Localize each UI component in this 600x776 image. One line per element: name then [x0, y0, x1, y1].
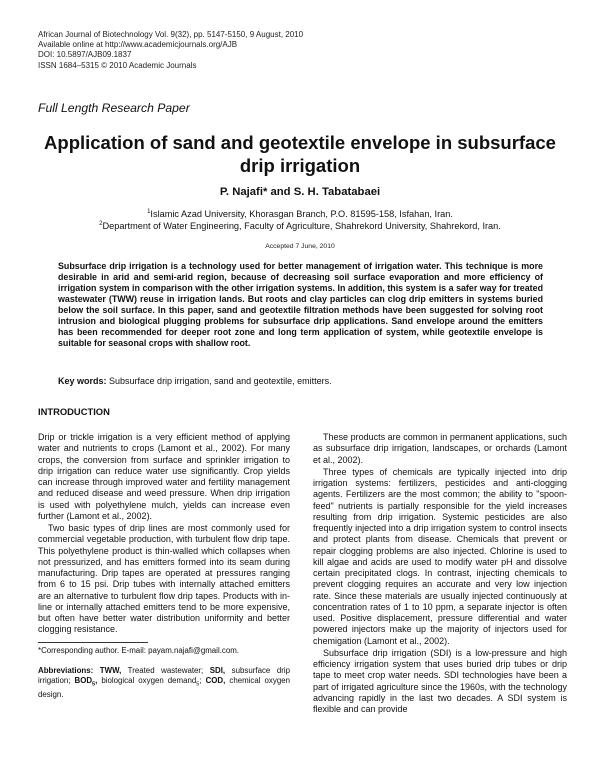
abbr-cod: COD,	[205, 675, 226, 685]
accepted-date: Accepted 7 June, 2010	[265, 243, 335, 250]
keywords-text: Subsurface drip irrigation, sand and geotextile, emitters.	[109, 376, 332, 386]
journal-url: Available online at http://www.academicjournals.org/AJB	[38, 40, 238, 50]
abbr-cod-text: chemical oxygen design.	[38, 675, 290, 700]
left-paragraph-2: Two basic types of drip lines are most commonly used for commercial vegetable production, with turbulent flow drip tape. This polyethylene product is thin-walled which collapses when not pressurized, and has emitters formed into its seam during manufacturing. Drip tapes are operated at pressures ranging from 6 to 15 psi. Drip tubes with internally attached emitters are an alternative to turbulent flow drip tapes. Products with in-line or internally attached emitters tend to be more expensive, but often have better water distribution uniformity and better clogging resistance.	[38, 523, 290, 635]
journal-doi: DOI: 10.5897/AJB09.1837	[38, 50, 132, 60]
right-column	[313, 432, 567, 715]
keywords	[58, 376, 543, 386]
keywords-label: Key words:	[58, 376, 107, 386]
footnote-divider	[38, 642, 148, 643]
abbr-sdi: SDI,	[209, 666, 226, 675]
right-paragraph-2: Three types of chemicals are typically injected into drip irrigation systems: fertilizers, pesticides and anti-clogging agents. Fertilizers are the most common; the ability to "spoon-feed" nutrients is partially responsible for the yield increases resulting from drip irrigation. Systemic pesticides are also frequently injected into a drip irrigation system to control insects and protect plants from disease. Chemicals that prevent or repair clogging problems are also injected. Chlorine is used to kill algae and acids are used to modify water pH and dissolve certain precipitated clogs. In contrast, injecting chemicals to prevent clogging requires an accurate and very low injection rate. Since these materials are usually injected continuously at concentration rates of 1 to 10 ppm, a separate injector is often used. Positive displacement, pressure differential and water powered injectors make up the majority of injectors used for chemigation (Lamont et al., 2002).	[313, 466, 567, 646]
corresponding-author-footnote: *Corresponding author. E-mail: payam.najafi@gmail.com.	[38, 646, 239, 655]
abbreviations	[38, 666, 290, 700]
paper-title: Application of sand and geotextile envelope in subsurface drip irrigation	[44, 132, 556, 176]
affiliation-2-number: 2	[99, 220, 103, 227]
journal-issn: ISSN 1684–5315 © 2010 Academic Journals	[38, 60, 197, 70]
right-paragraph-1: These products are common in permanent applications, such as subsurface drip irrigation, landscapes, or orchards (Lamont et al., 2002).	[313, 432, 567, 465]
abbr-bod: $BOD_5$,	[74, 675, 98, 688]
journal-citation: African Journal of Biotechnology Vol. 9(32), pp. 5147-5150, 9 August, 2010	[38, 30, 304, 39]
abbr-tww: TWW,	[99, 666, 122, 675]
affiliation-2	[40, 221, 560, 232]
right-paragraph-3: Subsurface drip irrigation (SDI) is a low-pressure and high efficiency irrigation system that uses buried drip tubes or drip tape to meet crop water needs. SDI technologies have been a part of irrigated agriculture since the 1960s, with the technology advancing rapidly in the last two decades. A SDI system is flexible and can provide	[313, 647, 567, 714]
affiliation-2-text: Department of Water Engineering, Faculty of Agriculture, Shahrekord University, Shahrekord, Iran.	[102, 221, 501, 231]
authors: P. Najafi* and S. H. Tabatabaei	[219, 186, 381, 198]
abbr-bod-text: biological oxygen demand$_5$;	[97, 675, 206, 688]
left-paragraph-1: Drip or trickle irrigation is a very efficient method of applying water and nutrients to crops (Lamont et al., 2002). For many crops, the conversion from surface and sprinkler irrigation to drip irrigation can reduce water use significantly. Crop yields can increase through improved water and fertility management and reduced disease and weed pressure. When drip irrigation is used with polyethylene mulch, yields can increase even further (Lamont et al., 2002).	[38, 432, 290, 521]
abbreviations-label: Abbreviations:	[38, 666, 94, 675]
journal-info	[38, 30, 303, 71]
affiliation-1-number: 1	[147, 208, 151, 215]
introduction-heading: INTRODUCTION	[38, 406, 110, 417]
abstract: Subsurface drip irrigation is a technology used for better management of irrigation water. This technique is more desirable in arid and semi-arid region, because of decreasing soil surface evaporation and more efficiency of irrigation system in comparison with the other irrigation systems. In addition, this system is a safer way for treated wastewater (TWW) reuse in irrigation lands. But roots and clay particles can clog drip emitters in systems buried below the soil surface. In this paper, sand and geotextile filtration methods have been suggested for solving root intrusion and biological plugging problems for subsurface drip applications. Sand envelope around the emitters has been recommended for deeper root zone and long term application of system, while geotextile envelope is suitable for seasonal crops with shallow root.	[58, 261, 543, 348]
abbr-sdi-text: subsurface drip irrigation;	[38, 666, 290, 685]
left-column	[38, 432, 290, 636]
affiliation-1-text: Islamic Azad University, Khorasgan Branch, P.O. 81595-158, Isfahan, Iran.	[150, 209, 453, 219]
affiliation-1	[40, 209, 560, 220]
paper-type: Full Length Research Paper	[38, 101, 190, 115]
abbr-tww-text: Treated wastewater;	[121, 666, 210, 675]
